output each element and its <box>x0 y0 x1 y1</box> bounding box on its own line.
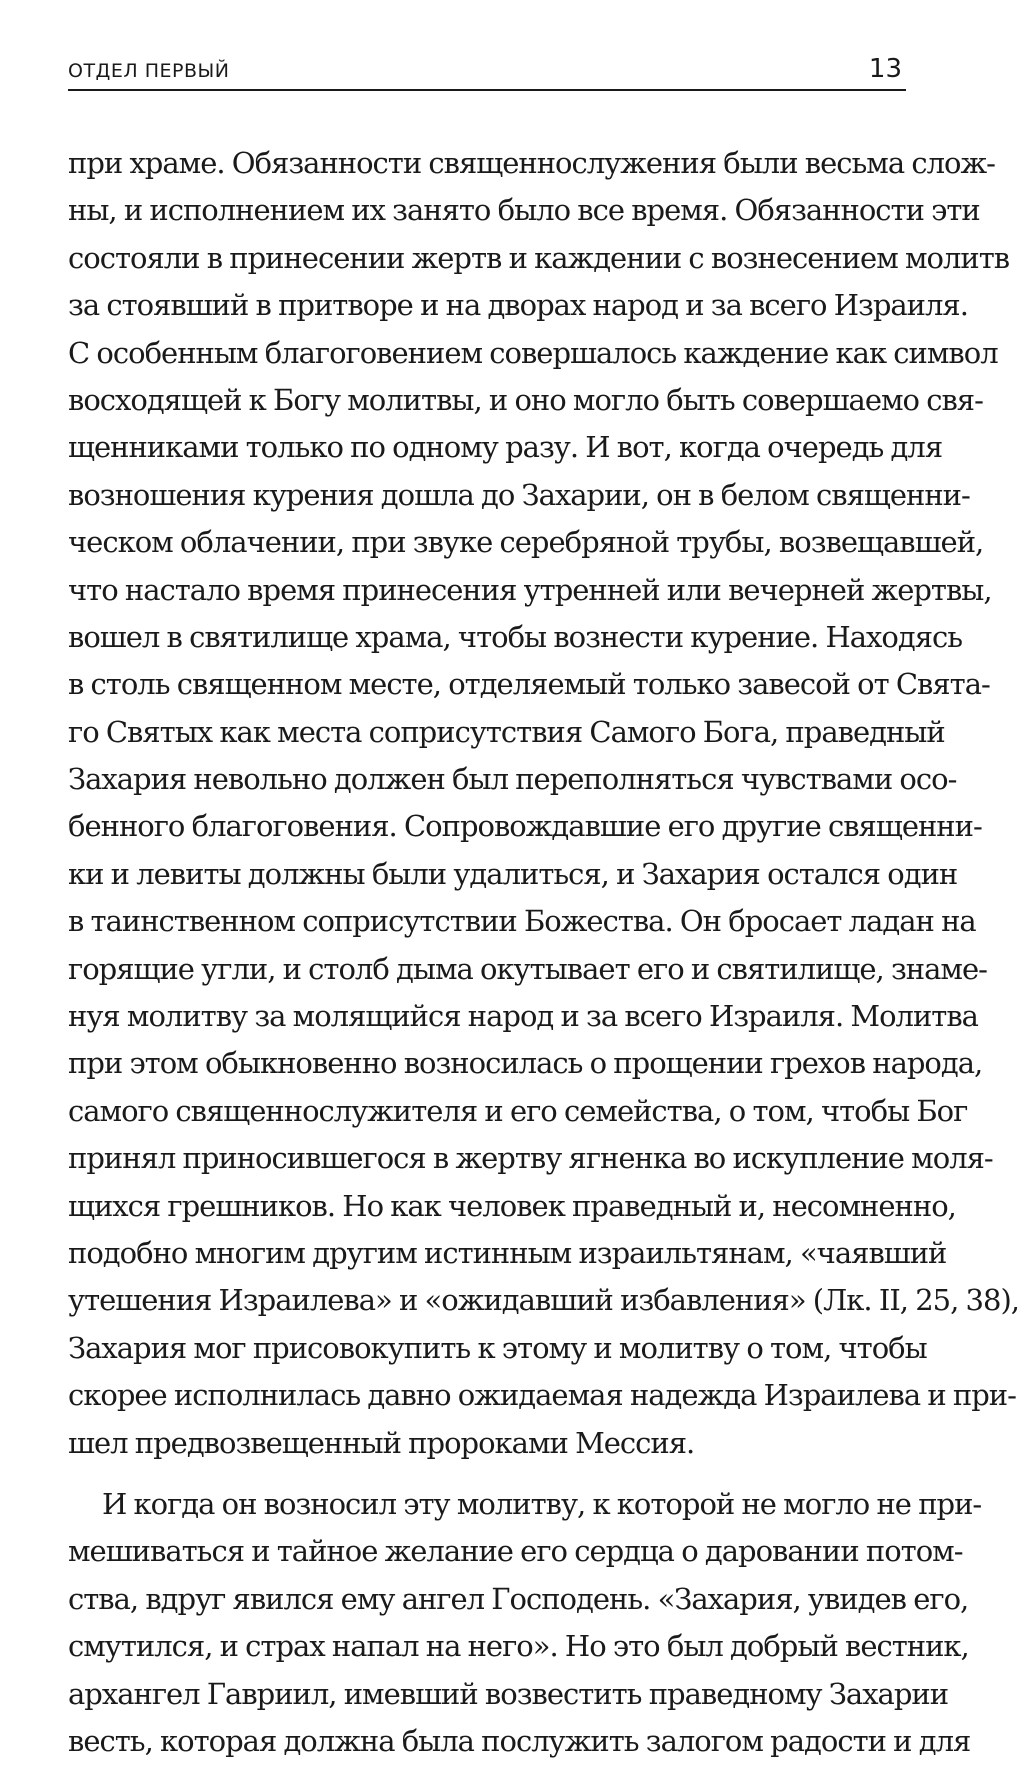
text-line: что настало время принесения утренней или вечерней жертвы, <box>68 572 992 607</box>
text-line: щенниками только по одному разу. И вот, когда очередь для <box>68 430 943 465</box>
text-line: го Святых как места соприсутствия Самого Бога, праведный <box>68 714 945 749</box>
text-line: принял приносившегося в жертву ягненка во искупление моля- <box>68 1141 993 1176</box>
text-line: архангел Гавриил, имевший возвестить праведному Захарии <box>68 1676 949 1711</box>
header-rule <box>68 89 906 91</box>
text-line: шел предвозвещенный пророками Мессия. <box>68 1425 695 1460</box>
text-line: при этом обыкновенно возносилась о прощении грехов народа, <box>68 1046 983 1081</box>
paragraph-1 <box>68 140 1019 1467</box>
running-head <box>68 52 906 88</box>
page-number: 13 <box>868 54 902 84</box>
text-line: Захария невольно должен был переполняться чувствами осо- <box>68 762 957 797</box>
text-line: возношения курения дошла до Захарии, он в белом священни- <box>68 477 970 512</box>
text-line: за стоявший в притворе и на дворах народ и за всего Израиля. <box>68 288 968 323</box>
section-title: ОТДЕЛ ПЕРВЫЙ <box>68 60 230 82</box>
text-line: щихся грешников. Но как человек праведный и, несомненно, <box>68 1188 956 1223</box>
text-line: смутился, и страх напал на него». Но это был добрый вестник, <box>68 1629 969 1664</box>
text-line: скорее исполнилась давно ожидаемая надежда Израилева и при- <box>68 1378 1016 1413</box>
text-line: С особенным благоговением совершалось каждение как символ <box>68 335 998 370</box>
body-text <box>68 140 1019 1765</box>
text-line: самого священнослужителя и его семейства, о том, чтобы Бог <box>68 1093 968 1128</box>
text-line: в столь священном месте, отделяемый только завесой от Свята- <box>68 667 990 702</box>
paragraph-gap <box>68 1467 906 1481</box>
text-line: вошел в святилище храма, чтобы вознести курение. Находясь <box>68 619 963 654</box>
text-line: бенного благоговения. Сопровождавшие его другие священни- <box>68 809 982 844</box>
text-line: нуя молитву за молящийся народ и за всего Израиля. Молитва <box>68 999 978 1034</box>
text-line: при храме. Обязанности священнослужения были весьма слож- <box>68 146 995 180</box>
text-line: восходящей к Богу молитвы, и оно могло быть совершаемо свя- <box>68 382 983 417</box>
text-line: ки и левиты должны были удалиться, и Захария остался один <box>68 856 958 891</box>
text-line: горящие угли, и столб дыма окутывает его и святилище, знаме- <box>68 951 987 986</box>
paragraph-2 <box>68 1481 982 1765</box>
text-line: в таинственном соприсутствии Божества. Он бросает ладан на <box>68 904 976 939</box>
text-line: весть, которая должна была послужить залогом радости и для <box>68 1723 971 1758</box>
text-line: утешения Израилева» и «ожидавший избавления» (Лк. II, 25, 38), <box>68 1283 1019 1318</box>
text-line: Захария мог присовокупить к этому и молитву о том, чтобы <box>68 1330 927 1365</box>
text-line: мешиваться и тайное желание его сердца о даровании потом- <box>68 1534 963 1569</box>
text-line: состояли в принесении жертв и каждении с вознесением молитв <box>68 240 1010 275</box>
text-line: ны, и исполнением их занято было все время. Обязанности эти <box>68 193 980 228</box>
text-line: подобно многим другим истинным израильтянам, «чаявший <box>68 1235 947 1270</box>
text-line: ческом облачении, при звуке серебряной трубы, возвещавшей, <box>68 525 984 560</box>
text-line: ства, вдруг явился ему ангел Господень. «Захария, увидев его, <box>68 1581 969 1616</box>
text-line: И когда он возносил эту молитву, к которой не могло не при- <box>102 1486 982 1521</box>
